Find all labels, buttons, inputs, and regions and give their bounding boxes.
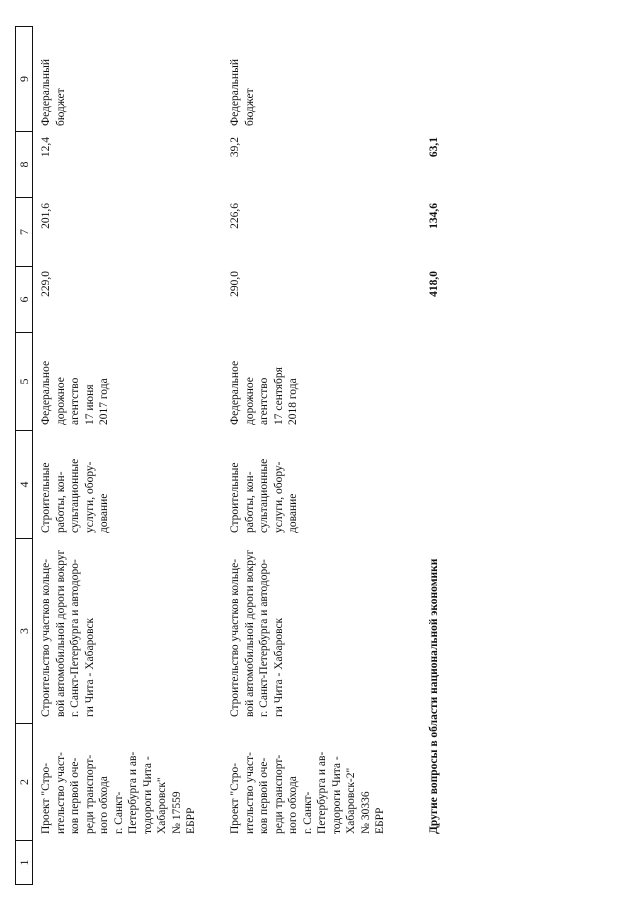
project-1-col8: 12,4 <box>40 137 52 158</box>
project-2-funding-source: Федеральный бюджет <box>229 59 256 126</box>
project-1-expense-type: Строительные работы, кон- сультационные услуги, обору- дование <box>40 458 110 533</box>
project-1-name: Проект "Стро- ительство участ- ков первой оче- реди транспорт- ного обхода г. Санкт- Петербурга и ав- тодороги Чита - Хабаровск" № 17559 ЕБРР <box>40 751 197 834</box>
project-2-executor: Федеральное дорожное агентство 17 сентября 2018 года <box>229 360 299 425</box>
summary-col7: 134,6 <box>428 203 440 229</box>
project-1-col7: 201,6 <box>40 203 52 229</box>
project-2-name: Проект "Стро- ительство участ- ков первой оче- реди транспорт- ного обхода г. Санкт- Петербурга и ав- тодороги Чита - Хабаровск-2" № 30336 ЕБРР <box>229 751 386 834</box>
project-2-col6: 290,0 <box>229 271 241 297</box>
project-2-col8: 39,2 <box>229 137 241 158</box>
summary-label: Другие вопросы в области национальной экономики <box>428 558 440 834</box>
column-header-6: 6 <box>15 267 33 333</box>
column-header-4: 4 <box>15 431 33 539</box>
column-header-8: 8 <box>15 132 33 198</box>
project-2-col7: 226,6 <box>229 203 241 229</box>
column-header-2: 2 <box>15 724 33 841</box>
project-1-description: Строительство участков кольце- вой автомобильной дороги вокруг г. Санкт-Петербурга и автодоро- ги Чита - Хабаровск <box>40 549 96 717</box>
project-2-description: Строительство участков кольце- вой автомобильной дороги вокруг г. Санкт-Петербурга и автодоро- ги Чита - Хабаровск <box>229 549 285 717</box>
project-1-executor: Федеральное дорожное агентство 17 июня 2017 года <box>40 360 110 425</box>
project-1-funding-source: Федеральный бюджет <box>40 59 67 126</box>
summary-col6: 418,0 <box>428 271 440 297</box>
column-header-9: 9 <box>15 26 33 132</box>
column-header-1: 1 <box>15 841 33 885</box>
rotated-table <box>15 15 625 885</box>
project-2-expense-type: Строительные работы, кон- сультационные услуги, обору- дование <box>229 458 299 533</box>
project-1-col6: 229,0 <box>40 271 52 297</box>
column-header-7: 7 <box>15 198 33 267</box>
column-header-3: 3 <box>15 539 33 724</box>
summary-col8: 63,1 <box>428 137 440 158</box>
column-header-5: 5 <box>15 333 33 431</box>
